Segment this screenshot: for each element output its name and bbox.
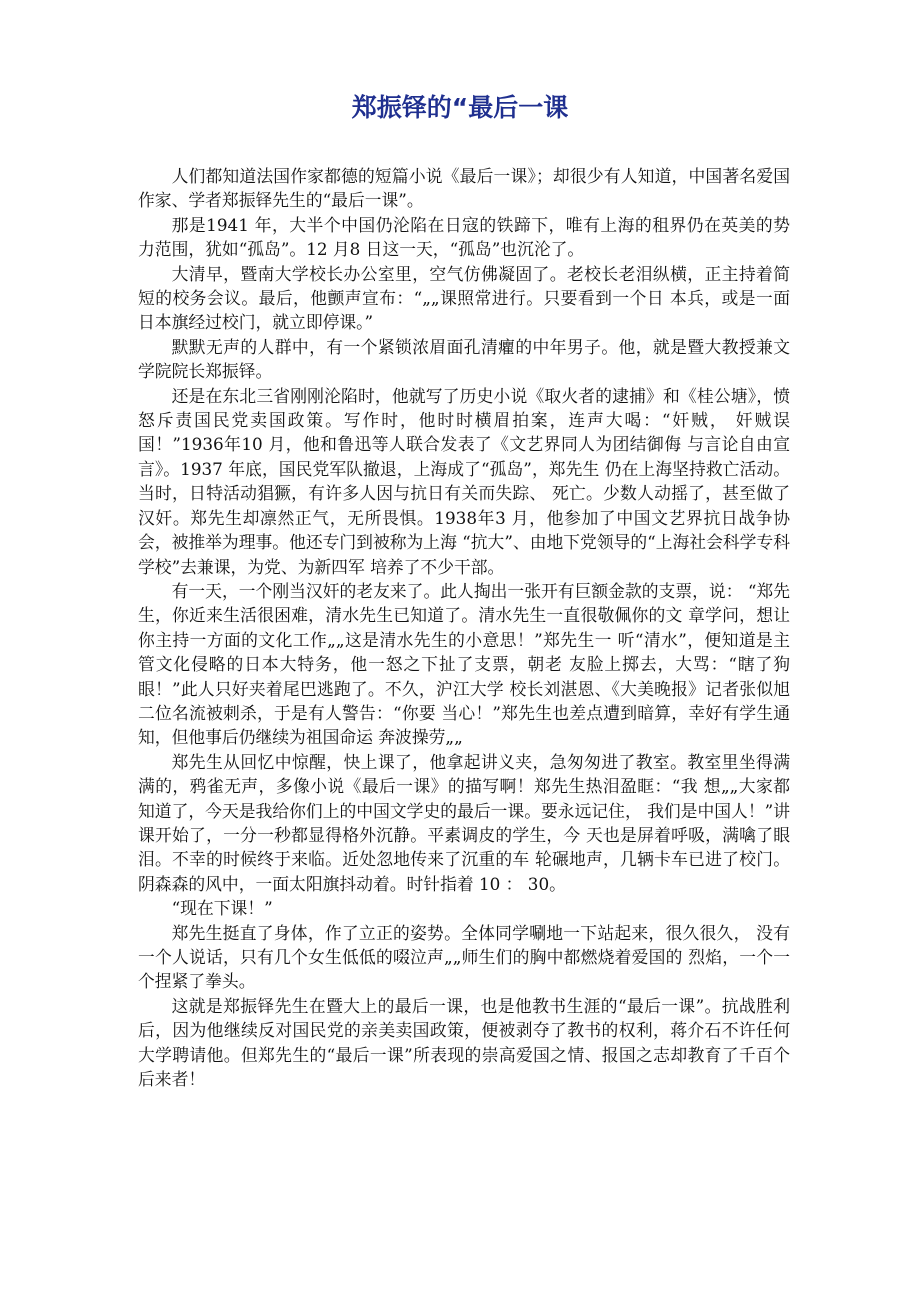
paragraph-7: 郑先生从回忆中惊醒，快上课了，他拿起讲义夹，急匆匆进了教室。教室里坐得满满的，鸦雀无声，多像小说《最后一课》的描写啊！郑先生热泪盈眶：“我 想„„大家都知道了，今天是我给你们上的中国文学史的最后一课。要永远记住， 我们是中国人！”讲课开始了，一分一秒都显得格外沉静。平素调皮的学生，今 天也是屏着呼吸，满噙了眼泪。不幸的时候终于来临。近处忽地传来了沉重的车 轮碾地声，几辆卡车已进了校门。阴森森的风中，一面太阳旗抖动着。时针指着 10 ： 30。 <box>138 751 790 894</box>
paragraph-2: 那是1941 年，大半个中国仍沦陷在日寇的铁蹄下，唯有上海的租界仍在英美的势力范围，犹如“孤岛”。12 月8 日这一天，“孤岛”也沉沦了。 <box>138 214 790 260</box>
paragraph-5: 还是在东北三省刚刚沦陷时，他就写了历史小说《取火者的逮捕》和《桂公塘》，愤怒斥责国民党卖国政策。写作时，他时时横眉拍案，连声大喝：“奸贼， 奸贼误国！”1936年10 月，他和鲁迅等人联合发表了《文艺界同人为团结御侮 与言论自由宣言》。1937 年底，国民党军队撤退，上海成了“孤岛”，郑先生 仍在上海坚持救亡活动。当时，日特活动猖獗，有许多人因与抗日有关而失踪、 死亡。少数人动摇了，甚至做了汉奸。郑先生却凛然正气，无所畏惧。1938年3 月，他参加了中国文艺界抗日战争协会，被推举为理事。他还专门到被称为上海 “抗大”、由地下党领导的“上海社会科学专科学校”去兼课，为党、为新四军 培养了不少干部。 <box>138 385 790 577</box>
paragraph-8: “现在下课！” <box>171 898 273 919</box>
paragraph-10: 这就是郑振铎先生在暨大上的最后一课，也是他教书生涯的“最后一课”。抗战胜利后，因为他继续反对国民党的亲美卖国政策，便被剥夺了教书的权利，蒋介石不许任何大学聘请他。但郑先生的“最后一课”所表现的崇高爱国之情、报国之志却教育了千百个后来者！ <box>138 995 790 1090</box>
paragraph-3: 大清早，暨南大学校长办公室里，空气仿佛凝固了。老校长老泪纵横，正主持着简短的校务会议。最后，他颤声宣布：“„„课照常进行。只要看到一个日 本兵，或是一面日本旗经过校门，就立即停课。” <box>138 263 790 333</box>
article-body <box>138 164 790 1091</box>
page-title: 郑振铎的“最后一课 <box>351 93 569 122</box>
paragraph-6: 有一天，一个刚当汉奸的老友来了。此人掏出一张开有巨额金款的支票，说： “郑先生，你近来生活很困难，清水先生已知道了。清水先生一直很敬佩你的文 章学问，想让你主持一方面的文化工作„„这是清水先生的小意思！”郑先生一 听“清水”，便知道是主管文化侵略的日本大特务，他一怒之下扯了支票，朝老 友脸上掷去，大骂：“瞎了狗眼！”此人只好夹着尾巴逃跑了。不久，沪江大学 校长刘湛恩、《大美晚报》记者张似旭二位名流被刺杀，于是有人警告：“你要 当心！”郑先生也差点遭到暗算，幸好有学生通知，但他事后仍继续为祖国命运 奔波操劳„„ <box>138 580 790 748</box>
paragraph-1: 人们都知道法国作家都德的短篇小说《最后一课》；却很少有人知道，中国著名爱国作家、学者郑振铎先生的“最后一课”。 <box>138 166 790 211</box>
paragraph-4: 默默无声的人群中，有一个紧锁浓眉面孔清癯的中年男子。他，就是暨大教授兼文学院院长郑振铎。 <box>138 336 790 382</box>
paragraph-9: 郑先生挺直了身体，作了立正的姿势。全体同学唰地一下站起来，很久很久， 没有一个人说话，只有几个女生低低的啜泣声„„师生们的胸中都燃烧着爱国的 烈焰，一个一个捏紧了拳头。 <box>138 922 790 992</box>
